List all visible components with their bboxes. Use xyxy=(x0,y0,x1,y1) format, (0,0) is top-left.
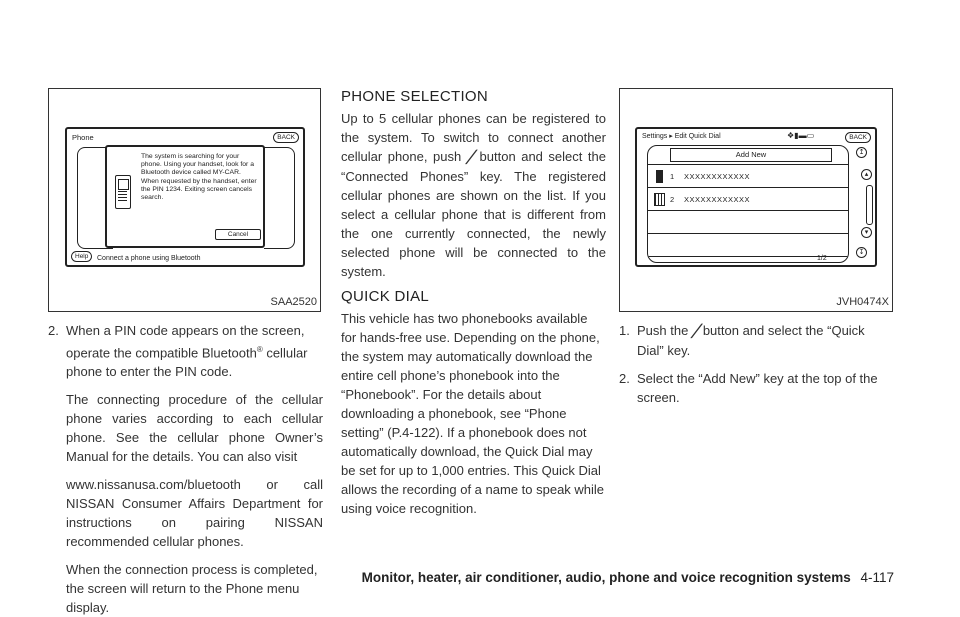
figure-jvh0474x xyxy=(619,88,893,312)
search-dialog xyxy=(105,145,265,248)
entry-name: XXXXXXXXXXXX xyxy=(684,195,751,204)
heading-quick-dial: QUICK DIAL xyxy=(341,288,430,305)
phone-icon: ╱ xyxy=(466,150,474,164)
scroll-down-icon[interactable]: ▾ xyxy=(861,227,872,238)
list-item-empty xyxy=(648,234,848,257)
battery-icon: ▭ xyxy=(806,131,815,140)
add-new-row xyxy=(648,146,848,165)
step-number: 1. xyxy=(619,323,630,338)
figure-caption: JVH0474X xyxy=(836,296,889,308)
scroll-up-icon[interactable]: ▴ xyxy=(861,169,872,180)
status-text: Connect a phone using Bluetooth xyxy=(97,255,201,262)
para-url: www.nissanusa.com/bluetooth or call NISSAN Consumer Affairs Department for instructions on pairing NISSAN recommended cellular phones. xyxy=(66,477,323,550)
scroll-top-icon[interactable]: ↥ xyxy=(856,147,867,158)
figure-caption: SAA2520 xyxy=(270,296,317,308)
scroll-bottom-icon[interactable]: ↧ xyxy=(856,247,867,258)
page-footer xyxy=(362,570,894,585)
quick-dial-list xyxy=(647,145,849,263)
page-number: 4-117 xyxy=(860,570,894,585)
registered-mark: ® xyxy=(256,345,263,354)
para-procedure: The connecting procedure of the cellular phone varies according to each cellular phone. See the cellular phone Owner’s Manual for the details. You can also visit xyxy=(66,392,323,465)
phone-icon: ╱ xyxy=(691,324,700,338)
bluetooth-icon: ❖ xyxy=(787,131,795,140)
figure-saa2520 xyxy=(48,88,321,312)
cancel-button[interactable]: Cancel xyxy=(215,229,261,240)
back-button[interactable]: BACK xyxy=(273,132,299,143)
add-new-button[interactable] xyxy=(670,148,832,162)
list-item[interactable] xyxy=(648,188,848,211)
phone-selection-text: Up to 5 cellular phones can be registered to the system. To switch to connect another cellular phone, push ╱ button and select the “Connected Phones” key. The registered cellular phones are shown on the list. If you select a cellular phone that is different from the one currently connected, the newly selected phone will be connected to the system. xyxy=(341,111,606,279)
background-list-right xyxy=(264,147,295,249)
section-title: Monitor, heater, air conditioner, audio, phone and voice recognition systems xyxy=(361,570,851,585)
quick-dial-screen-illustration xyxy=(635,127,877,267)
step-number: 2. xyxy=(619,371,630,386)
breadcrumb: Settings ▸ Edit Quick Dial xyxy=(642,133,721,140)
column-2 xyxy=(341,88,606,518)
phone-status-icon: ▮ xyxy=(794,131,799,140)
step-number: 2. xyxy=(48,323,59,338)
phone-handset-icon xyxy=(115,175,131,209)
entry-number: 1 xyxy=(670,172,675,181)
phone-screen-title: Phone xyxy=(72,133,94,142)
help-button[interactable]: Help xyxy=(71,251,92,262)
column-3 xyxy=(619,321,894,407)
step-2-block xyxy=(619,369,894,407)
phone-entry-icon xyxy=(656,170,663,183)
entry-number: 2 xyxy=(670,195,675,204)
phonebook-entry-icon xyxy=(654,193,665,206)
step-1-block xyxy=(619,321,894,360)
list-item[interactable] xyxy=(648,165,848,188)
step-2-text: When a PIN code appears on the screen, operate the compatible Bluetooth® cellular phone to enter the PIN code. xyxy=(66,323,308,380)
signal-icon: ▬ xyxy=(798,131,807,140)
para-completed: When the connection process is completed, the screen will return to the Phone menu display. xyxy=(66,562,318,616)
status-icons xyxy=(787,131,814,140)
phone-screen-illustration xyxy=(65,127,305,267)
step-2-text: Select the “Add New” key at the top of the screen. xyxy=(637,371,878,405)
list-item-empty xyxy=(648,211,848,234)
step-1-text: Push the ╱ button and select the “Quick Dial” key. xyxy=(637,323,865,358)
scrollbar[interactable] xyxy=(866,185,873,225)
add-new-label: Add New xyxy=(735,150,767,159)
chevron-right-icon: ▸ xyxy=(669,133,673,140)
step-2-block xyxy=(48,321,323,617)
page-indicator: 1/2 xyxy=(817,255,827,262)
heading-phone-selection: PHONE SELECTION xyxy=(341,88,489,105)
quick-dial-text: This vehicle has two phonebooks available for hands-free use. Depending on the phone, the system may automatically download the entire cell phone’s phonebook into the “Phonebook”. For the details about downloading a phonebook, see “Phone setting” (P.4-122). If a phonebook does not automatically download, the Quick Dial may be set for up to 1,000 entries. This Quick Dial allows the recording of a name to speak while using voice recognition. xyxy=(341,311,605,516)
dialog-message: The system is searching for your phone. Using your handset, look for a Bluetooth device called MY-CAR. When requested by the handset, enter the PIN 1234. Exiting screen cancels search. xyxy=(141,153,257,202)
back-button[interactable]: BACK xyxy=(845,132,871,143)
entry-name: XXXXXXXXXXXX xyxy=(684,172,751,181)
